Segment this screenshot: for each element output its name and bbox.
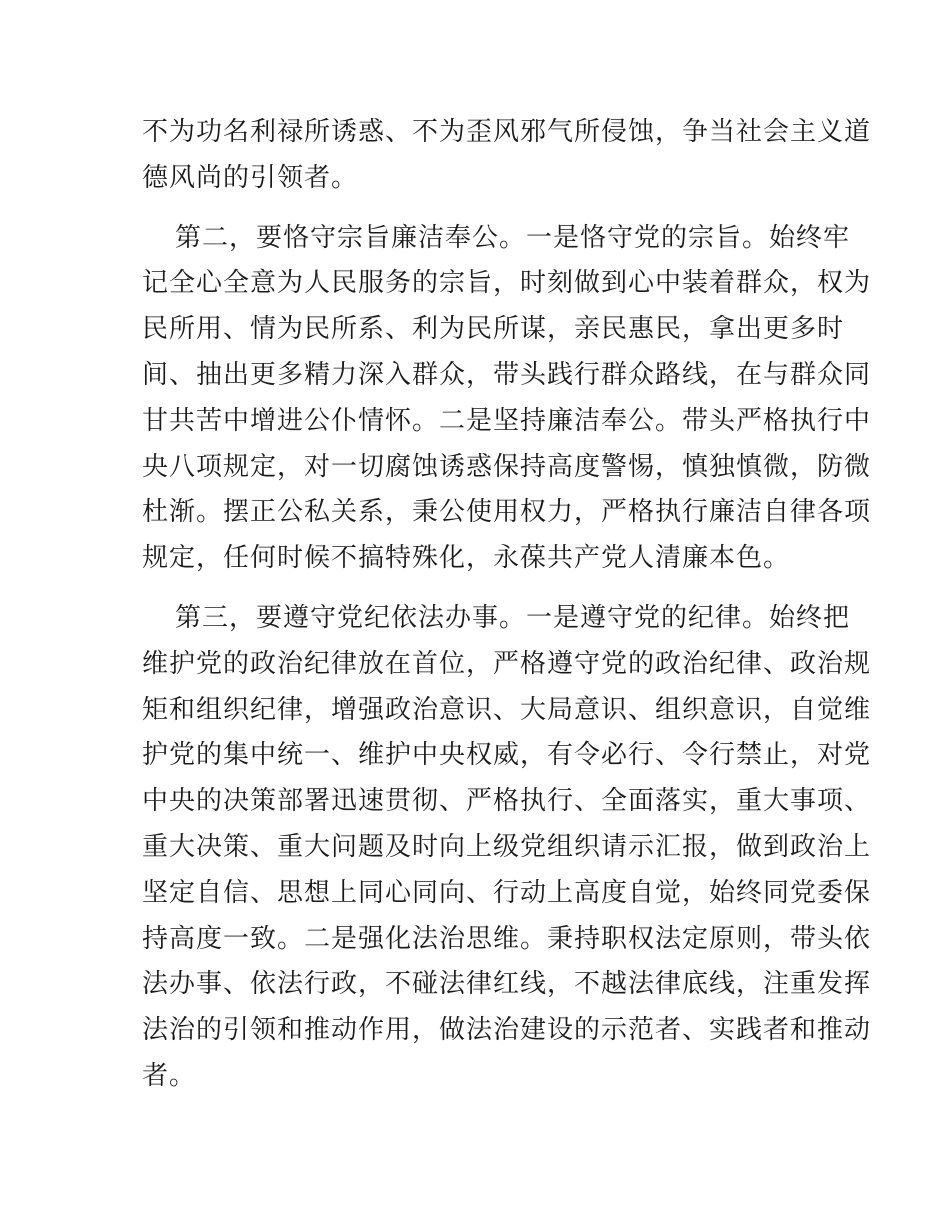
paragraph-line: 矩和组织纪律，增强政治意识、大局意识、组织意识，自觉维 — [142, 694, 872, 725]
paragraph-line: 重大决策、重大问题及时向上级党组织请示汇报，做到政治上 — [142, 831, 872, 862]
paragraph-line: 不为功名利禄所诱惑、不为歪风邪气所侵蚀，争当社会主义道 — [142, 117, 872, 147]
paragraph-2 — [142, 216, 872, 582]
paragraph-line: 第二，要恪守宗旨廉洁奉公。一是恪守党的宗旨。始终牢 — [175, 222, 851, 253]
paragraph-line: 间、抽出更多精力深入群众，带头践行群众路线，在与群众同 — [142, 359, 872, 390]
paragraph-line: 者。 — [142, 1060, 197, 1091]
document-body — [142, 110, 872, 1114]
paragraph-line: 甘共苦中增进公仆情怀。二是坚持廉洁奉公。带头严格执行中 — [142, 405, 872, 436]
paragraph-line: 第三，要遵守党纪依法办事。一是遵守党的纪律。始终把 — [175, 602, 851, 633]
paragraph-line: 德风尚的引领者。 — [142, 162, 359, 193]
paragraph-line: 杜渐。摆正公私关系，秉公使用权力，严格执行廉洁自律各项 — [142, 497, 872, 528]
paragraph-3 — [142, 596, 872, 1100]
paragraph-line: 法办事、依法行政，不碰法律红线，不越法律底线，注重发挥 — [142, 969, 872, 1000]
paragraph-line: 法治的引领和推动作用，做法治建设的示范者、实践者和推动 — [142, 1015, 872, 1046]
paragraph-line: 民所用、情为民所系、利为民所谋，亲民惠民，拿出更多时 — [142, 314, 845, 345]
paragraph-line: 维护党的政治纪律放在首位，严格遵守党的政治纪律、政治规 — [142, 648, 872, 679]
paragraph-line: 护党的集中统一、维护中央权威，有令必行、令行禁止，对党 — [142, 740, 872, 771]
paragraph-line: 规定，任何时候不搞特殊化，永葆共产党人清廉本色。 — [142, 543, 791, 574]
paragraph-line: 记全心全意为人民服务的宗旨，时刻做到心中装着群众，权为 — [142, 268, 872, 299]
paragraph-line: 央八项规定，对一切腐蚀诱惑保持高度警惕，慎独慎微，防微 — [142, 451, 872, 482]
paragraph-line: 坚定自信、思想上同心同向、行动上高度自觉，始终同党委保 — [142, 877, 872, 908]
paragraph-line: 中央的决策部署迅速贯彻、严格执行、全面落实，重大事项、 — [142, 786, 872, 817]
paragraph-line: 持高度一致。二是强化法治思维。秉持职权法定原则，带头依 — [142, 923, 872, 954]
paragraph-1 — [142, 110, 872, 202]
